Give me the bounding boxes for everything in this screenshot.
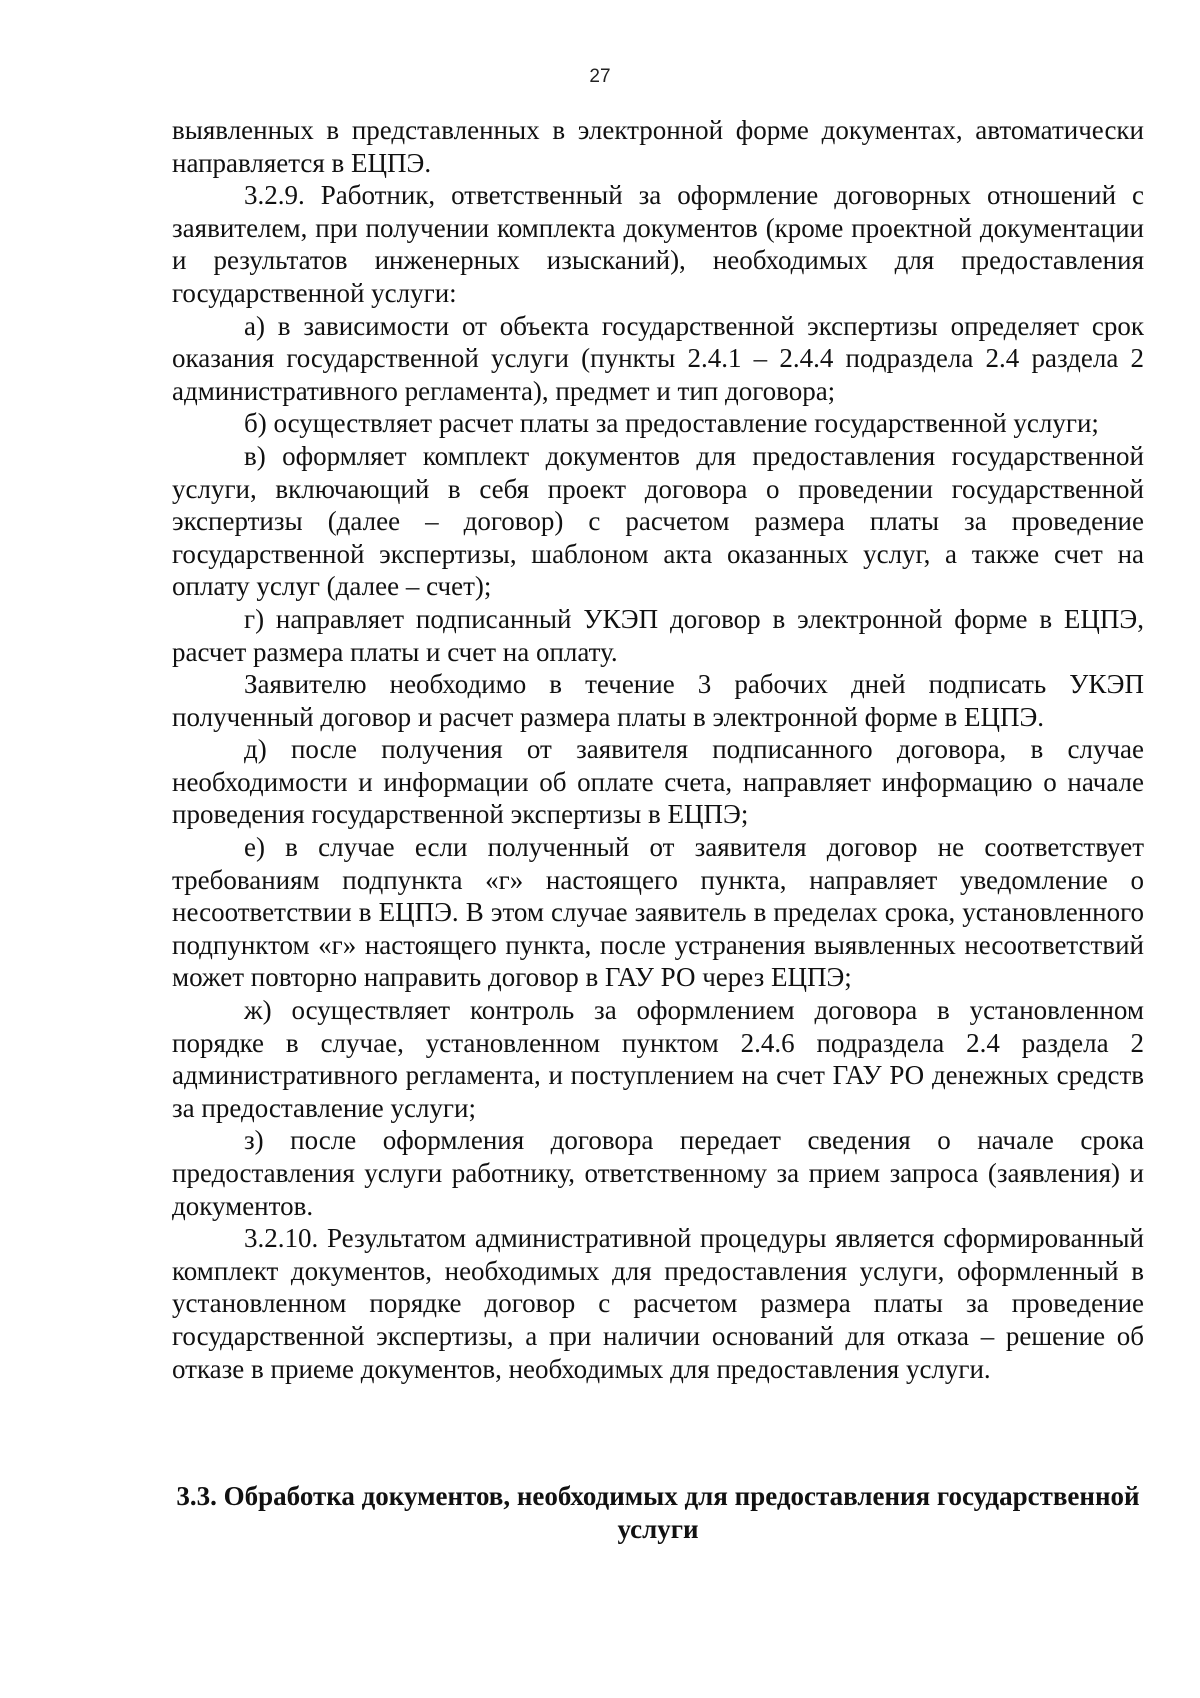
section-heading: 3.3. Обработка документов, необходимых для предоставления государственной услуги (176, 1481, 1140, 1544)
paragraph-continuation: выявленных в представленных в электронной форме документах, автоматически направляется в ЕЦПЭ. (172, 115, 1144, 178)
document-body (172, 114, 1144, 1385)
paragraph-applicant-note: Заявителю необходимо в течение 3 рабочих дней подписать УКЭП полученный договор и расчет размера платы в электронной форме в ЕЦПЭ. (172, 669, 1144, 732)
paragraph-3-2-9: 3.2.9. Работник, ответственный за оформление договорных отношений с заявителем, при получении комплекта документов (кроме проектной документации и результатов инженерных изысканий), необходимых для предоставления государственной услуги: (172, 180, 1144, 308)
page-number: 27 (589, 66, 611, 87)
paragraph-item-e: е) в случае если полученный от заявителя договор не соответствует требованиям подпункта «г» настоящего пункта, направляет уведомление о несоответствии в ЕЦПЭ. В этом случае заявитель в пределах срока, установленного подпунктом «г» настоящего пункта, после устранения выявленных несоответствий может повторно направить договор в ГАУ РО через ЕЦПЭ; (172, 832, 1144, 993)
paragraph-item-v: в) оформляет комплект документов для предоставления государственной услуги, включающий в себя проект договора о проведении государственной экспертизы (далее – договор) с расчетом размера платы за проведение государственной экспертизы, шаблоном акта оказанных услуг, а также счет на оплату услуг (далее – счет); (172, 440, 1144, 602)
paragraph-3-2-10: 3.2.10. Результатом административной процедуры является сформированный комплект документов, необходимых для предоставления услуги, оформленный в установленном порядке договор с расчетом размера платы за проведение государственной экспертизы, а при наличии оснований для отказа – решение об отказе в приеме документов, необходимых для предоставления услуги. (172, 1223, 1144, 1384)
paragraph-item-d: д) после получения от заявителя подписанного договора, в случае необходимости и информации об оплате счета, направляет информацию о начале проведения государственной экспертизы в ЕЦПЭ; (172, 734, 1144, 830)
paragraph-item-b: б) осуществляет расчет платы за предоставление государственной услуги; (244, 408, 1099, 439)
paragraph-item-z: з) после оформления договора передает сведения о начале срока предоставления услуги работнику, ответственному за прием запроса (заявления) и документов. (172, 1125, 1144, 1221)
paragraph-item-g: г) направляет подписанный УКЭП договор в электронной форме в ЕЦПЭ, расчет размера платы и счет на оплату. (172, 603, 1144, 667)
paragraph-item-zh: ж) осуществляет контроль за оформлением договора в установленном порядке в случае, установленном пунктом 2.4.6 подраздела 2.4 раздела 2 административного регламента, и поступлением на счет ГАУ РО денежных средств за предоставление услуги; (172, 995, 1144, 1123)
paragraph-item-a: а) в зависимости от объекта государственной экспертизы определяет срок оказания государственной услуги (пункты 2.4.1 – 2.4.4 подраздела 2.4 раздела 2 административного регламента), предмет и тип договора; (172, 310, 1144, 406)
